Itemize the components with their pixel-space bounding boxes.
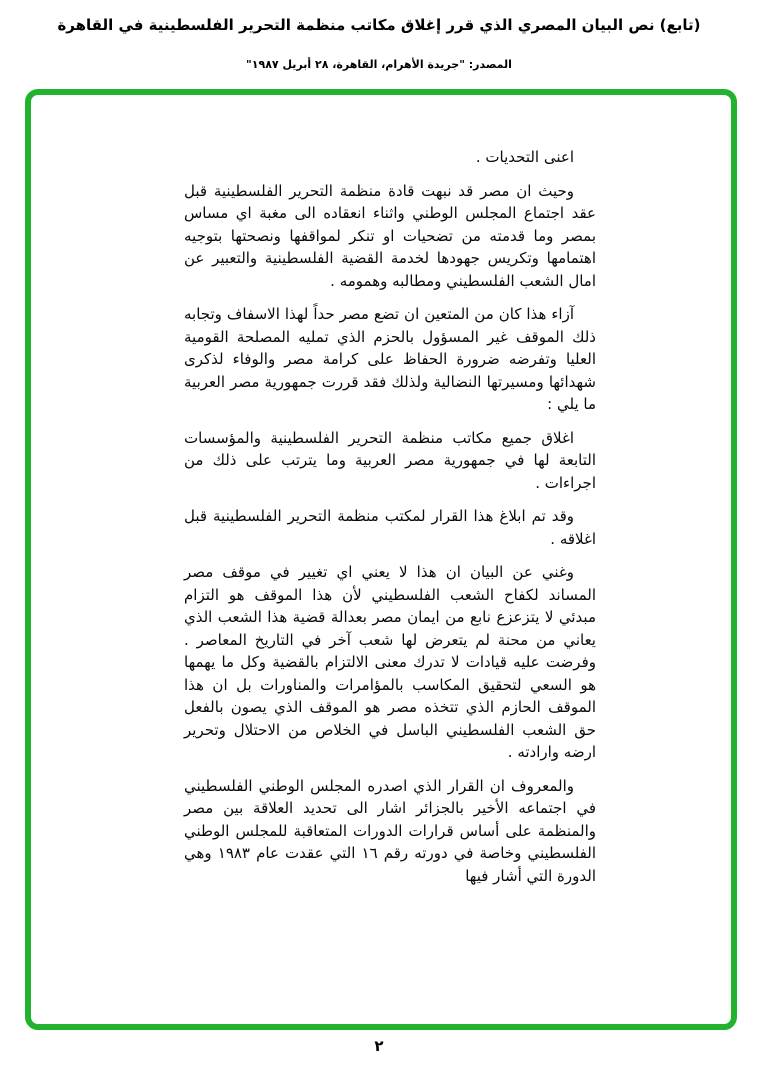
body-text bbox=[184, 146, 596, 898]
paragraph: وقد تم ابلاغ هذا القرار لمكتب منظمة التحرير الفلسطينية قبل اغلاقه . bbox=[184, 507, 596, 548]
paragraph: وغني عن البيان ان هذا لا يعني اي تغيير في موقف مصر المساند لكفاح الشعب الفلسطيني لأن هذا الموقف هو التزام مبدئي لا يتزعزع نابع من ايمان مصر بعدالة قضية هذا الشعب الذي يعاني من محنة لم يتعرض لها شعب آخر في التاريخ المعاصر . وفرضت عليه قيادات لا تدرك معنى الالتزام بالقضية وكل ما يهمها هو السعي لتحقيق المكاسب بالمؤامرات والمناورات بل ان هذا الموقف الحازم الذي تتخذه مصر هو الموقف الذي يصون بالفعل حق الشعب الفلسطيني الباسل في الخلاص من الاحتلال وتحرير ارضه وارادته . bbox=[184, 563, 596, 761]
paragraph: اغلاق جميع مكاتب منظمة التحرير الفلسطينية والمؤسسات التابعة لها في جمهورية مصر العربية وما يترتب على ذلك من اجراءات . bbox=[184, 428, 596, 492]
document-title: (تابع) نص البيان المصري الذي قرر إغلاق مكاتب منظمة التحرير الفلسطينية في القاهرة bbox=[57, 16, 701, 34]
paragraph: وحيث ان مصر قد نبهت قادة منظمة التحرير الفلسطينية قبل عقد اجتماع المجلس الوطني واثناء انعقاده الى مغبة اي مساس بمصر وما قدمته من تضحيات او تنكر لمواقفها ونصحتها بتوجيه اهتمامها وتكريس جهودها لخدمة القضية الفلسطينية والتعبير عن امال الشعب الفلسطيني ومطالبه وهمومه . bbox=[184, 181, 596, 290]
paragraph: آزاء هذا كان من المتعين ان تضع مصر حداً لهذا الاسفاف وتجابه ذلك الموقف غير المسؤول بالحزم الذي تمليه المصلحة القومية العليا وتفرضه ضرورة الحفاظ على كرامة مصر والوفاء لذكرى شهدائها ومسيرتها النضالية ولذلك فقد قررت جمهورية مصر العربية ما يلي : bbox=[184, 305, 596, 413]
paragraph: والمعروف ان القرار الذي اصدره المجلس الوطني الفلسطيني في اجتماعه الأخير بالجزائر اشار الى تحديد العلاقة بين مصر والمنظمة على أساس قرارات الدورات المتعاقبة للمجلس الوطني الفلسطيني وخاصة في دورته رقم ١٦ التي عقدت عام ١٩٨٣ وهي الدورة التي أشار فيها bbox=[184, 776, 596, 885]
source-line: المصدر: "جريدة الأهرام، القاهرة، ٢٨ أبريل ١٩٨٧" bbox=[246, 58, 512, 71]
paragraph: اعنى التحديات . bbox=[475, 148, 574, 166]
page-number: ٢ bbox=[374, 1037, 384, 1055]
